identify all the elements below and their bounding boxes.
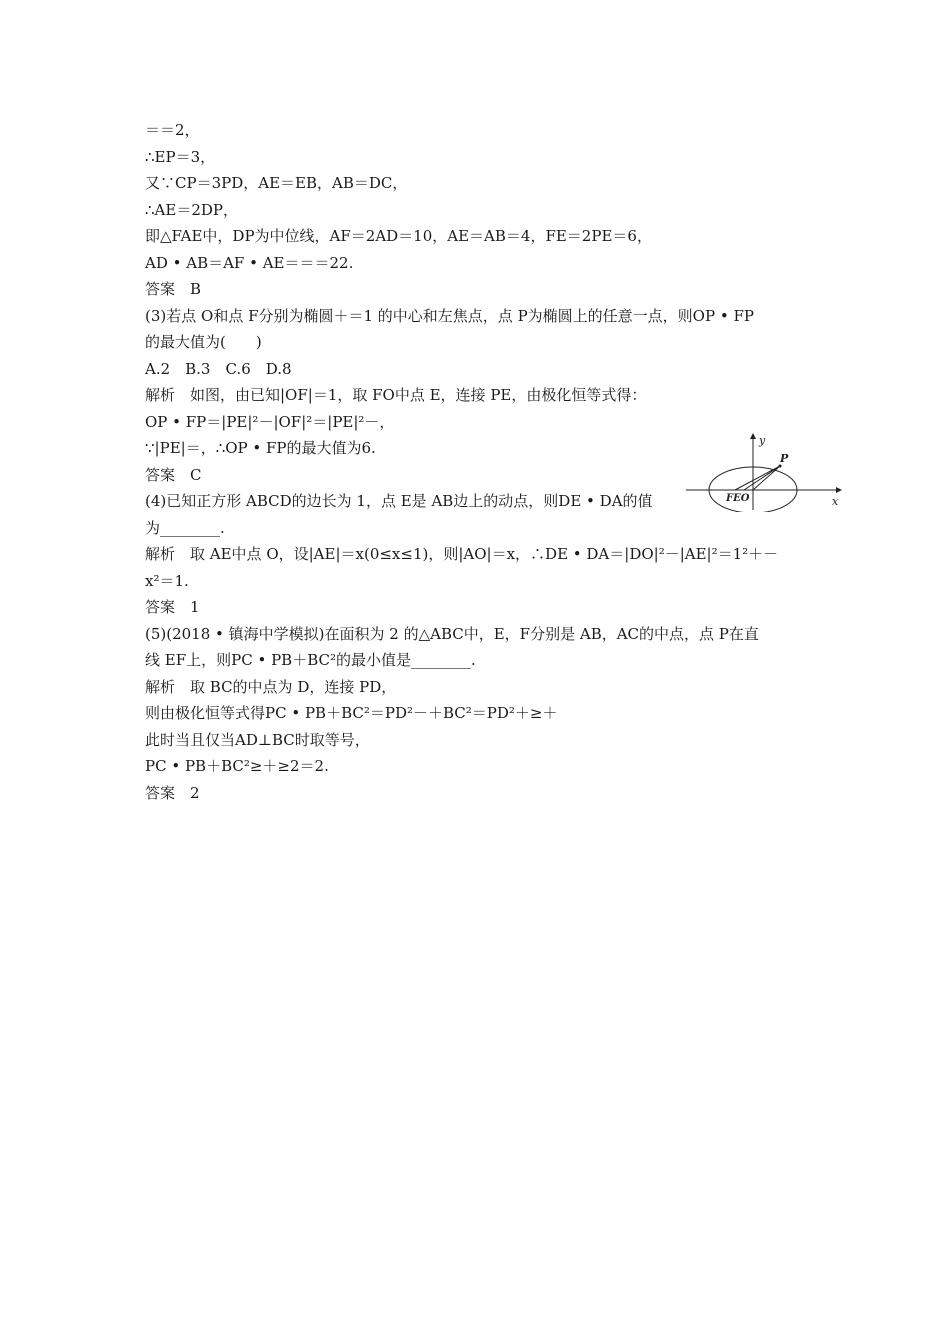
analysis-line: 则由极化恒等式得PC • PB＋BC²＝PD²－＋BC²＝PD²＋≥＋ — [145, 704, 558, 722]
question-line: 线 EF上，则PC • PB＋BC²的最小值是________. — [145, 651, 476, 669]
y-label: y — [759, 434, 766, 447]
analysis-line: ∵|PE|＝，∴OP • FP的最大值为6. — [145, 439, 376, 457]
text-line: 又∵CP＝3PD，AE＝EB，AB＝DC， — [145, 174, 408, 192]
answer-line: 答案 C — [145, 465, 202, 484]
analysis-line: x²＝1. — [145, 571, 189, 590]
x-label: x — [832, 495, 839, 508]
answer-line: 答案 B — [145, 280, 202, 298]
analysis-line: 解析 取 BC的中点为 D，连接 PD， — [145, 677, 397, 696]
question-line: 的最大值为( ) — [145, 333, 262, 351]
ellipse-figure — [684, 432, 844, 512]
question-line: (5)(2018 • 镇海中学模拟)在面积为 2 的△ABC中，E，F分别是 AB，AC的中点，点 P在直 — [145, 624, 759, 643]
p-label: P — [780, 452, 789, 465]
analysis-line: 此时当且仅当AD⊥BC时取等号， — [145, 730, 370, 749]
x-axis-arrow-icon — [836, 487, 842, 493]
y-axis-arrow-icon — [750, 433, 756, 439]
text-line: AD • AB＝AF • AE＝＝＝22. — [145, 253, 354, 272]
answer-line: 答案 2 — [145, 783, 200, 802]
analysis-line: 解析 如图，由已知|OF|＝1，取 FO中点 E，连接 PE，由极化恒等式得： — [145, 386, 647, 404]
text-line: ∴AE＝2DP， — [145, 200, 238, 219]
options-line: A.2 B.3 C.6 D.8 — [145, 359, 292, 378]
analysis-line: PC • PB＋BC²≥＋≥2＝2. — [145, 757, 329, 775]
question-line: (4)已知正方形 ABCD的边长为 1，点 E是 AB边上的动点，则DE • DA的值 — [145, 492, 653, 510]
analysis-line: OP • FP＝|PE|²－|OF|²＝|PE|²－， — [145, 412, 395, 431]
answer-line: 答案 1 — [145, 598, 200, 616]
question-line: 为________. — [145, 518, 225, 537]
question-line: (3)若点 O和点 F分别为椭圆＋＝1 的中心和左焦点，点 P为椭圆上的任意一点，则OP • FP — [145, 306, 754, 325]
feo-label: FEO — [726, 493, 750, 504]
text-line: ＝＝2， — [145, 121, 200, 139]
segment-ep — [744, 466, 780, 490]
text-line: ∴EP＝3， — [145, 147, 216, 166]
text-line: 即△FAE中，DP为中位线，AF＝2AD＝10，AE＝AB＝4，FE＝2PE＝6， — [145, 227, 652, 245]
analysis-line: 解析 取 AE中点 O，设|AE|＝x(0≤x≤1)，则|AO|＝x，∴DE • DA＝|DO|²－|AE|²＝1²＋－ — [145, 545, 779, 563]
